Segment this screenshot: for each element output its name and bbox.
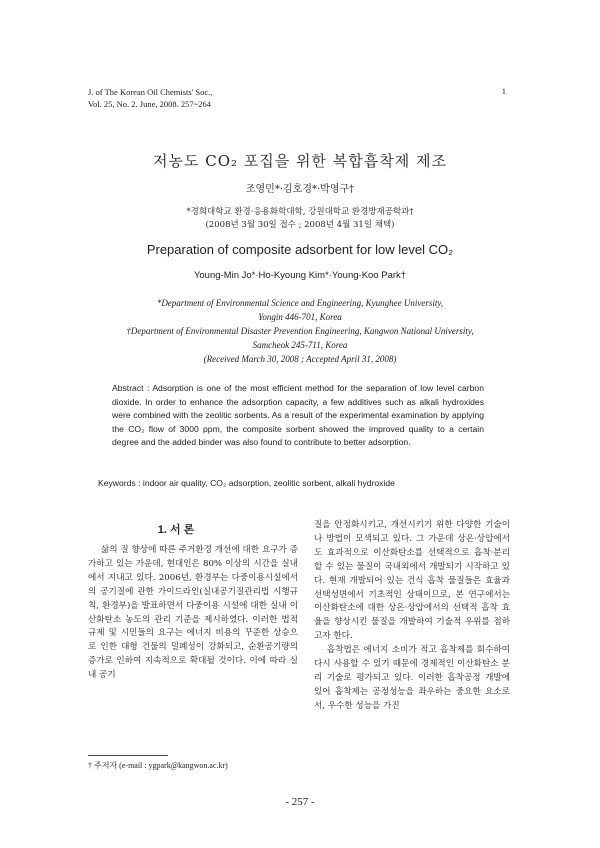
page-footer-number: - 257 - [285, 796, 315, 808]
journal-line-2: Vol. 25, No. 2. June, 2008. 257~264 [88, 99, 211, 109]
english-affiliation-2b: Samcheok 245-711, Korea [252, 340, 348, 350]
korean-affiliation-block [60, 206, 540, 232]
english-affiliation-1a: *Department of Environmental Science and Engineering, Kyunghee University, [156, 298, 444, 308]
footnote-rule [88, 755, 168, 756]
korean-title: 저농도 CO₂ 포집을 위한 복합흡착제 제조 [153, 152, 447, 170]
abstract-text: Adsorption is one of the most efficient method for the separation of low level carbon dioxide. In order to enhance the adsorption capacity, a few additives such as alkali hydroxides were combined with the zeolitic sorbents. As a result of the experimental examination by applying the CO₂ flow of 3000 ppm, the composite sorbent showed the improved quality to a certain degree and the added binder was also found to contribute to better adsorption. [112, 383, 484, 448]
keywords-text: indoor air quality, CO₂ adsorption, zeolitic sorbent, alkali hydroxide [142, 478, 395, 488]
journal-line-1: J. of The Korean Oil Chemists' Soc., [88, 87, 213, 97]
keywords-label: Keywords : [98, 478, 141, 488]
body-paragraph: 흡착법은 에너지 소비가 적고 흡착제를 회수하여 다시 사용할 수 있기 때문에 경제적인 이산화탄소 분리 기술로 평가되고 있다. 이러한 흡착공정 개발에 있어 흡착제는 공정성능을 좌우하는 중요한 요소로서, 우수한 성능을 가진 [314, 645, 510, 711]
english-affiliation-1b: Yongin 446-701, Korea [258, 312, 342, 322]
body-paragraph: 질을 안정화시키고, 개선시키기 위한 다양한 기술이나 방법이 모색되고 있다. 그 가운데 상온·상압에서도 효과적으로 이산화탄소를 선택적으로 흡착·분리할 수 있는 물질이 국내외에서 개발되기 시작하고 있다. 현재 개발되어 있는 건식 흡착 물질들은 효율과 선택성면에서 기초적인 상태이므로, 본 연구에서는 이산화탄소에 대한 상온·상압에서의 선택적 흡착 효율을 향상시킨 물질을 개발하여 기술적 우위를 점하고자 한다. [314, 520, 510, 642]
korean-dates: (2008년 3월 30일 접수 ; 2008년 4월 31일 채택) [205, 220, 395, 230]
abstract-label: Abstract : [112, 383, 150, 393]
body-column-right [314, 519, 510, 714]
body-column-left [88, 544, 298, 683]
header-page-number: 1 [501, 86, 506, 96]
body-paragraph: 삶의 질 향상에 따른 주거환경 개선에 대한 요구가 증가하고 있는 가운데, 현대인은 80% 이상의 시간을 실내에서 지내고 있다. 2006년, 환경부는 다중이용시설에서의 공기질에 관한 가이드라인(실내공기질관리법 시행규칙, 환경부)을 발표하면서 다중이용 시설에 대한 실내 이산화탄소 농도의 관리 기준을 제시하였다. 이러한 법적 규제 및 시민들의 요구는 에너지 비용의 꾸준한 상승으로 인한 대형 건물의 밀폐성이 강화되고, 순환공기량의 증가로 인하여 지속적으로 확대될 것이다. 이에 따라 실내 공기 [88, 545, 298, 681]
section-title: 1. 서 론 [157, 524, 195, 536]
english-affiliation-2a: †Department of Environmental Disaster Prevention Engineering, Kangwon National University, [126, 326, 474, 336]
journal-citation [88, 86, 212, 110]
korean-authors: 조영민*·김호경*·박영구† [245, 184, 355, 195]
english-dates: (Received March 30, 2008 ; Accepted April 31, 2008) [203, 354, 397, 364]
english-title: Preparation of composite adsorbent for low level CO₂ [146, 242, 454, 257]
abstract [112, 382, 484, 450]
footnote: † 주저자 (e-mail : ygpark@kangwon.ac.kr) [88, 761, 228, 770]
english-authors: Young-Min Jo*·Ho-Kyoung Kim*·Young-Koo Park† [193, 270, 407, 281]
english-affiliation-block [60, 296, 540, 366]
korean-affiliation: *경희대학교 환경·응용화학대학, 강원대학교 환경방재공학과† [186, 207, 414, 217]
keywords [98, 478, 395, 488]
